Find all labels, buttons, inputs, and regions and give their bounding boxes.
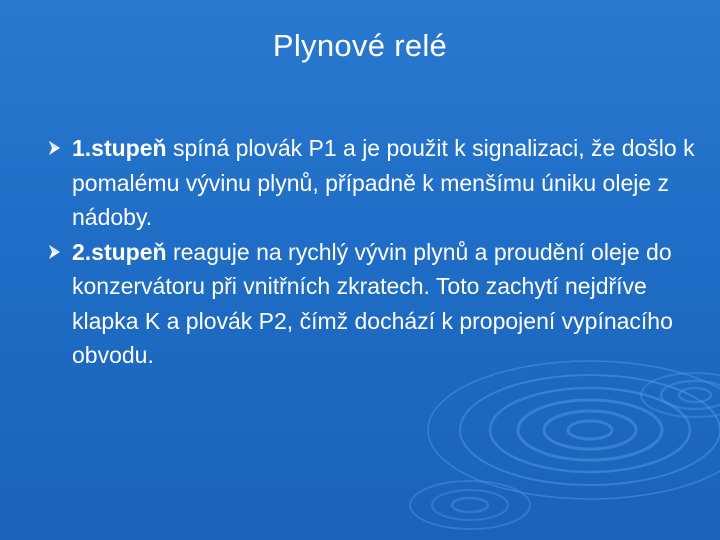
slide-title: Plynové relé bbox=[272, 28, 448, 63]
bullet-list bbox=[48, 131, 698, 373]
bullet-item-1 bbox=[48, 131, 698, 235]
bullet-lead: 1.stupeň bbox=[72, 135, 167, 161]
arrowhead-bullet-icon bbox=[48, 235, 62, 269]
bullet-text: spíná plovák P1 a je použit k signalizaci, že došlo k pomalému vývinu plynů, případně k menšímu úniku oleje z nádoby. bbox=[72, 135, 695, 230]
bullet-lead: 2.stupeň bbox=[72, 238, 167, 265]
arrowhead-bullet-icon bbox=[48, 131, 62, 165]
bullet-text: reaguje na rychlý vývin plynů a proudění oleje do konzervátoru při vnitřních zkratech. Toto zachytí nejdříve klapka K a plovák P2, čímž dochází k propojení vypínacího obvodu. bbox=[72, 238, 673, 368]
bullet-item-2 bbox=[48, 235, 698, 373]
